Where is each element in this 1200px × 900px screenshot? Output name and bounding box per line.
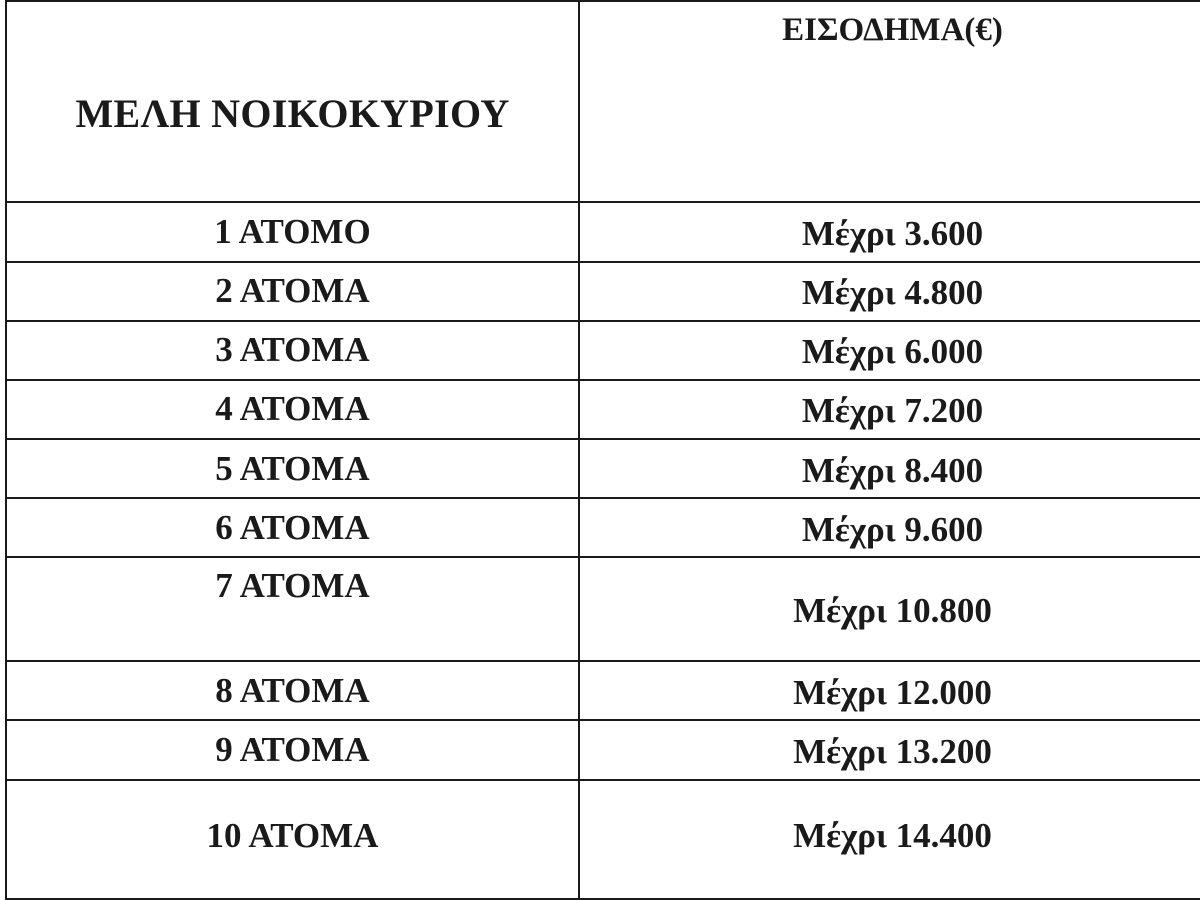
members-cell (6, 780, 579, 899)
members-cell (6, 557, 579, 661)
income-value: Μέχρι 8.400 (801, 450, 984, 490)
members-cell (6, 439, 579, 498)
table-row (6, 262, 1200, 321)
income-value: Μέχρι 9.600 (801, 509, 984, 549)
members-value: 10 ΑΤΟΜΑ (206, 816, 379, 856)
income-value: Μέχρι 6.000 (801, 332, 984, 372)
members-cell (6, 321, 579, 380)
members-value: 2 ΑΤΟΜΑ (215, 271, 370, 311)
table-row (6, 780, 1200, 899)
income-value: Μέχρι 10.800 (793, 591, 992, 631)
members-cell (6, 262, 579, 321)
income-cell (579, 321, 1200, 380)
table-row (6, 439, 1200, 498)
income-cell (579, 498, 1200, 557)
income-cell (579, 262, 1200, 321)
income-value: Μέχρι 12.000 (793, 672, 992, 712)
members-value: 7 ΑΤΟΜΑ (215, 566, 370, 606)
income-table (5, 0, 1200, 900)
members-value: 9 ΑΤΟΜΑ (215, 729, 370, 769)
income-value: Μέχρι 7.200 (801, 391, 984, 431)
income-value: Μέχρι 4.800 (801, 273, 984, 313)
table-row (6, 661, 1200, 720)
table-row (6, 380, 1200, 439)
members-value: 8 ΑΤΟΜΑ (215, 670, 370, 710)
header-members-cell (6, 1, 579, 202)
income-cell (579, 661, 1200, 720)
table-row (6, 720, 1200, 779)
members-value: 6 ΑΤΟΜΑ (215, 507, 370, 547)
table-row (6, 202, 1200, 261)
income-cell (579, 557, 1200, 661)
members-value: 5 ΑΤΟΜΑ (215, 448, 370, 488)
header-income-cell (579, 1, 1200, 202)
members-cell (6, 380, 579, 439)
members-value: 1 ΑΤΟΜΟ (214, 211, 371, 251)
table-row (6, 557, 1200, 661)
members-cell (6, 202, 579, 261)
income-value: Μέχρι 13.200 (793, 731, 992, 771)
table-row (6, 498, 1200, 557)
header-income-label: ΕΙΣΟΔΗΜΑ(€) (782, 12, 1003, 48)
members-cell (6, 661, 579, 720)
header-members-label: ΜΕΛΗ ΝΟΙΚΟΚΥΡΙΟΥ (75, 91, 510, 137)
income-cell (579, 720, 1200, 779)
table-row (6, 321, 1200, 380)
income-cell (579, 780, 1200, 899)
income-cell (579, 202, 1200, 261)
income-cell (579, 380, 1200, 439)
table-header-row (6, 1, 1200, 202)
members-cell (6, 720, 579, 779)
members-cell (6, 498, 579, 557)
income-cell (579, 439, 1200, 498)
income-value: Μέχρι 3.600 (801, 213, 984, 253)
members-value: 4 ΑΤΟΜΑ (215, 389, 370, 429)
members-value: 3 ΑΤΟΜΑ (215, 330, 370, 370)
income-value: Μέχρι 14.400 (793, 816, 992, 856)
